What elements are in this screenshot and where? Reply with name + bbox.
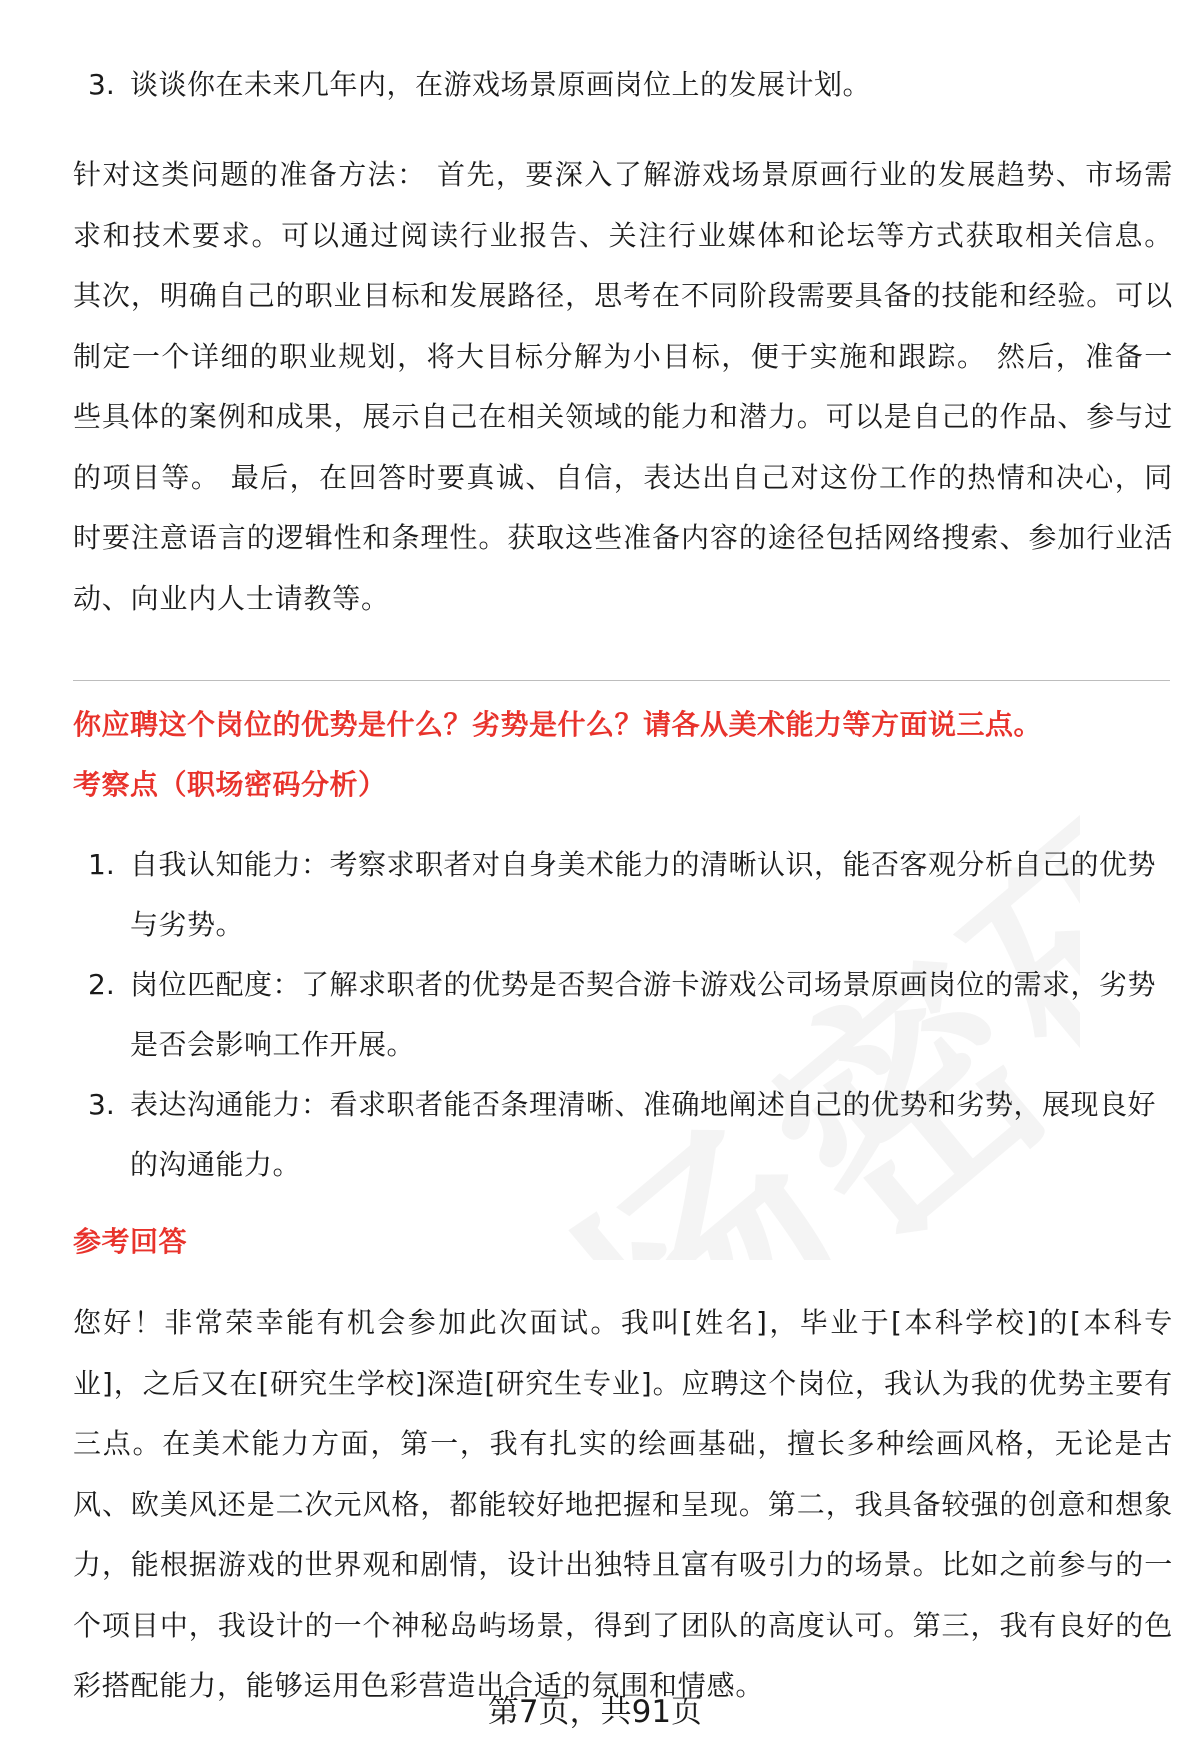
list-number: 3. <box>88 1088 115 1121</box>
question-heading: 你应聘这个岗位的优势是什么？劣势是什么？请各从美术能力等方面说三点。 <box>73 708 1043 741</box>
list-text: 岗位匹配度：了解求职者的优势是否契合游卡游戏公司场景原画岗位的需求，劣势是否会影响工作开展。 <box>130 968 1157 1061</box>
section-divider <box>73 680 1170 681</box>
exam-points-heading: 考察点（职场密码分析） <box>73 768 387 801</box>
list-text: 谈谈你在未来几年内，在游戏场景原画岗位上的发展计划。 <box>130 68 872 101</box>
list-number: 2. <box>88 968 115 1001</box>
list-text: 表达沟通能力：看求职者能否条理清晰、准确地阐述自己的优势和劣势，展现良好的沟通能力。 <box>130 1088 1157 1181</box>
reference-heading: 参考回答 <box>73 1225 188 1258</box>
reference-answer-paragraph: 您好！非常荣幸能有机会参加此次面试。我叫[姓名]，毕业于[本科学校]的[本科专业]，之后又在[研究生学校]深造[研究生专业]。应聘这个岗位，我认为我的优势主要有三点。在美术能力方面，第一，我有扎实的绘画基础，擅长多种绘画风格，无论是古风、欧美风还是二次元风格，都能较好地把握和呈现。第二，我具备较强的创意和想象力，能根据游戏的世界观和剧情，设计出独特且富有吸引力的场景。比如之前参与的一个项目中，我设计的一个神秘岛屿场景，得到了团队的高度认可。第三，我有良好的色彩搭配能力，能够运用色彩营造出合适的氛围和情感。 <box>73 1306 1173 1702</box>
list-number: 3. <box>88 68 115 101</box>
prep-method-paragraph: 针对这类问题的准备方法： 首先，要深入了解游戏场景原画行业的发展趋势、市场需求和技术要求。可以通过阅读行业报告、关注行业媒体和论坛等方式获取相关信息。 其次，明确自己的职业目标和发展路径，思考在不同阶段需要具备的技能和经验。可以制定一个详细的职业规划，将大目标分解为小目标，便于实施和跟踪。 然后，准备一些具体的案例和成果，展示自己在相关领域的能力和潜力。可以是自己的作品、参与过的项目等。 最后，在回答时要真诚、自信，表达出自己对这份工作的热情和决心，同时要注意语言的逻辑性和条理性。获取这些准备内容的途径包括网络搜索、参加行业活动、向业内人士请教等。 <box>73 158 1173 615</box>
page-footer: 第7页，共91页 <box>487 1694 703 1730</box>
list-text: 自我认知能力：考察求职者对自身美术能力的清晰认识，能否客观分析自己的优势与劣势。 <box>130 848 1157 941</box>
list-number: 1. <box>88 848 115 881</box>
